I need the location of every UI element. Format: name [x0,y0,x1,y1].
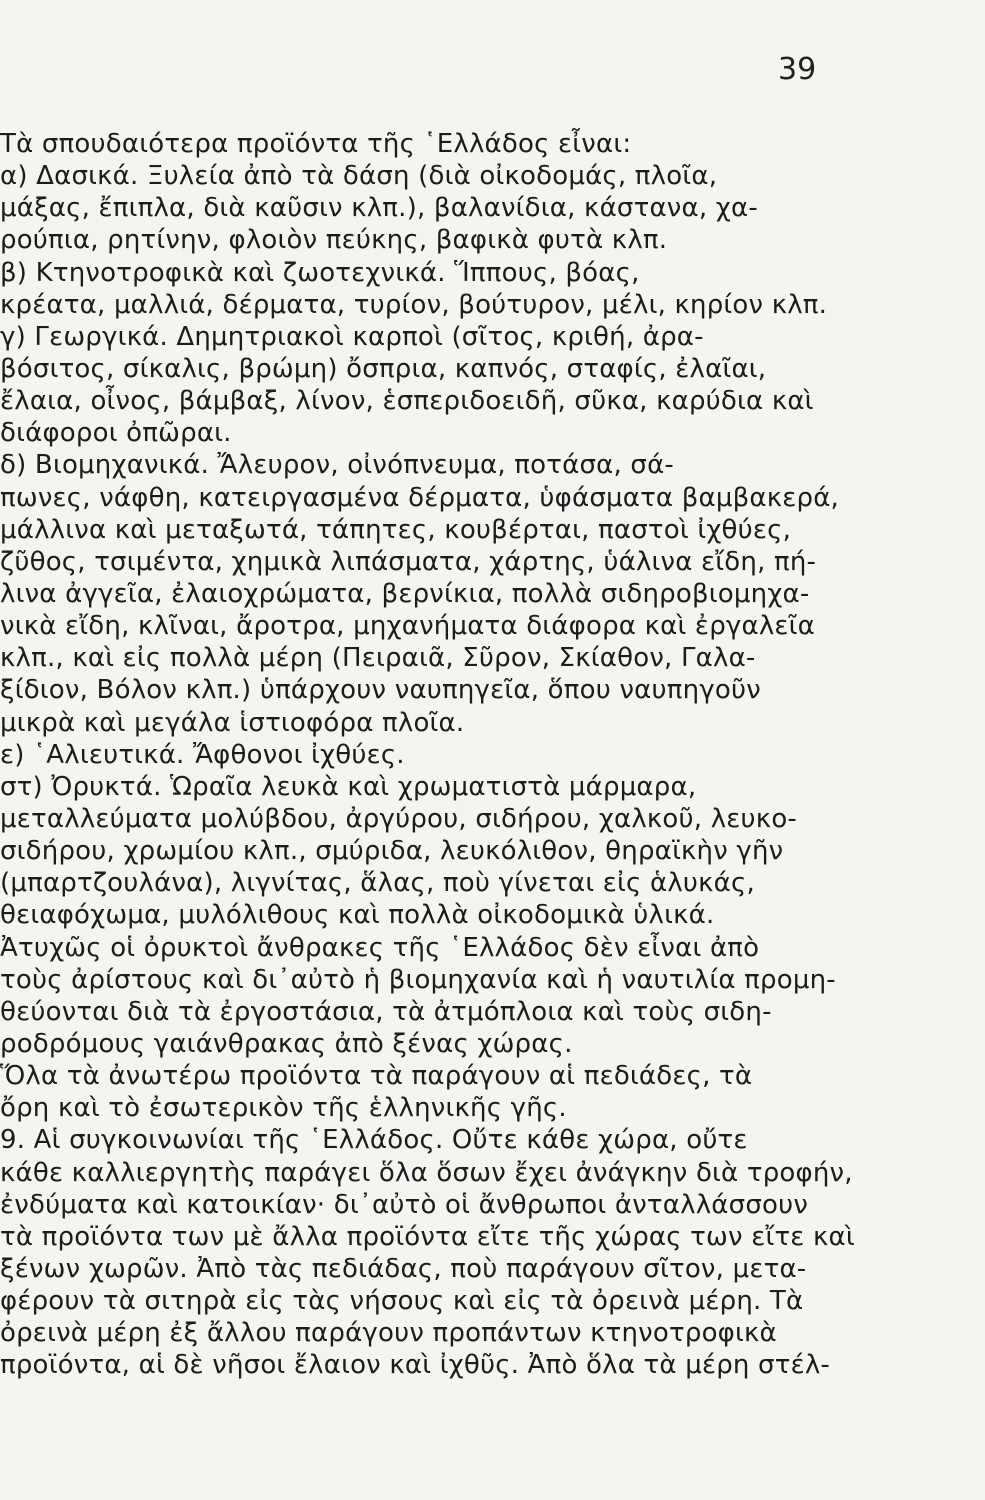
text-line: ρούπια, ρητίνην, φλοιὸν πεύκης, βαφικὰ φυτὰ κλπ. [0,225,668,256]
text-line: ζῦθος, τσιμέντα, χημικὰ λιπάσματα, χάρτης, ὑάλινα εἴδη, πή- [0,546,817,577]
text-line: κάθε καλλιεργητὴς παράγει ὅλα ὅσων ἔχει ἀνάγκην διὰ τροφήν, [0,1157,853,1188]
text-line: κρέατα, μαλλιά, δέρματα, τυρίον, βούτυρον, μέλι, κηρίον κλπ. [0,289,828,320]
text-line: ε) ῾Αλιευτικά. Ἄφθονοι ἰχθύες. [0,739,405,770]
text-line: ξίδιον, Βόλον κλπ.) ὑπάρχουν ναυπηγεῖα, ὅπου ναυπηγοῦν [0,675,761,706]
text-line: ροδρόμους γαιάνθρακας ἀπὸ ξένας χώρας. [0,1028,573,1059]
text-line: γ) Γεωργικά. Δημητριακοὶ καρποὶ (σῖτος, κριθή, ἀρα- [0,321,704,352]
text-line: μικρὰ καὶ μεγάλα ἱστιοφόρα πλοῖα. [0,707,465,738]
text-line: θεύονται διὰ τὰ ἐργοστάσια, τὰ ἀτμόπλοια καὶ τοὺς σιδη- [0,996,772,1027]
text-line: προϊόντα, αἱ δὲ νῆσοι ἔλαιον καὶ ἰχθῦς. Ἀπὸ ὅλα τὰ μέρη στέλ- [0,1350,831,1381]
text-line: διάφοροι ὀπῶραι. [0,418,232,449]
text-line: τὰ προϊόντα των μὲ ἄλλα προϊόντα εἴτε τῆς χώρας των εἴτε καὶ [0,1221,855,1252]
text-line: πωνες, νάφθη, κατειργασμένα δέρματα, ὑφάσματα βαμβακερά, [0,482,840,513]
text-line: δ) Βιομηχανικά. Ἄλευρον, οἰνόπνευμα, ποτάσα, σά- [0,450,675,481]
text-line: στ) Ὀρυκτά. Ὡραῖα λευκὰ καὶ χρωματιστὰ μάρμαρα, [0,771,697,802]
page-number: 39 [778,52,817,87]
text-line: (μπαρτζουλάνα), λιγνίτας, ἅλας, ποὺ γίνεται εἰς ἁλυκάς, [0,868,755,899]
text-line: τοὺς ἀρίστους καὶ δι᾽αὐτὸ ἡ βιομηχανία καὶ ἡ ναυτιλία προμη- [0,964,836,995]
text-line: Ὅλα τὰ ἀνωτέρω προϊόντα τὰ παράγουν αἱ πεδιάδες, τὰ [0,1061,753,1092]
text-line: α) Δασικά. Ξυλεία ἀπὸ τὰ δάση (διὰ οἰκοδομάς, πλοῖα, [0,161,718,192]
text-line: θειαφόχωμα, μυλόλιθους καὶ πολλὰ οἰκοδομικὰ ὑλικά. [0,900,715,931]
text-line: ἔλαια, οἶνος, βάμβαξ, λίνον, ἑσπεριδοειδῆ, σῦκα, καρύδια καὶ [0,386,814,417]
text-line: νικὰ εἴδη, κλῖναι, ἄροτρα, μηχανήματα διάφορα καὶ ἐργαλεῖα [0,611,815,642]
text-line: Ἀτυχῶς οἱ ὀρυκτοὶ ἄνθρακες τῆς ῾Ελλάδος δὲν εἶναι ἀπὸ [0,932,760,963]
text-line: φέρουν τὰ σιτηρὰ εἰς τὰς νήσους καὶ εἰς τὰ ὀρεινὰ μέρη. Τὰ [0,1286,804,1317]
text-line: σιδήρου, χρωμίου κλπ., σμύριδα, λευκόλιθον, θηραϊκὴν γῆν [0,836,784,867]
text-line: ὀρεινὰ μέρη ἐξ ἄλλου παράγουν προπάντων κτηνοτροφικὰ [0,1318,777,1349]
text-line: βόσιτος, σίκαλις, βρώμη) ὄσπρια, καπνός, σταφίς, ἐλαῖαι, [0,353,767,384]
body-text [0,128,985,1381]
text-line: ἐνδύματα καὶ κατοικίαν· δι᾽αὐτὸ οἱ ἄνθρωποι ἀνταλλάσσουν [0,1189,809,1220]
text-line: β) Κτηνοτροφικὰ καὶ ζωοτεχνικά. Ἵππους, βόας, [0,257,640,288]
text-line: μάλλινα καὶ μεταξωτά, τάπητες, κουβέρται, παστοὶ ἰχθύες, [0,514,792,545]
text-line: Τὰ σπουδαιότερα προϊόντα τῆς ῾Ελλάδος εἶναι: [0,129,632,159]
text-line: μάξας, ἔπιπλα, διὰ καῦσιν κλπ.), βαλανίδια, κάστανα, χα- [0,193,758,224]
text-line: κλπ., καὶ εἰς πολλὰ μέρη (Πειραιᾶ, Σῦρον, Σκίαθον, Γαλα- [0,643,756,674]
text-line: ξένων χωρῶν. Ἀπὸ τὰς πεδιάδας, ποὺ παράγουν σῖτον, μετα- [0,1253,807,1284]
section-heading-line: 9. Αἱ συγκοινωνίαι τῆς ῾Ελλάδος. Οὔτε κάθε χώρα, οὔτε [0,1125,748,1156]
text-line: λινα ἀγγεῖα, ἐλαιοχρώματα, βερνίκια, πολλὰ σιδηροβιομηχα- [0,578,810,609]
text-line: μεταλλεύματα μολύβδου, ἀργύρου, σιδήρου, χαλκοῦ, λευκο- [0,803,798,834]
text-line: ὄρη καὶ τὸ ἐσωτερικὸν τῆς ἑλληνικῆς γῆς. [0,1093,567,1124]
